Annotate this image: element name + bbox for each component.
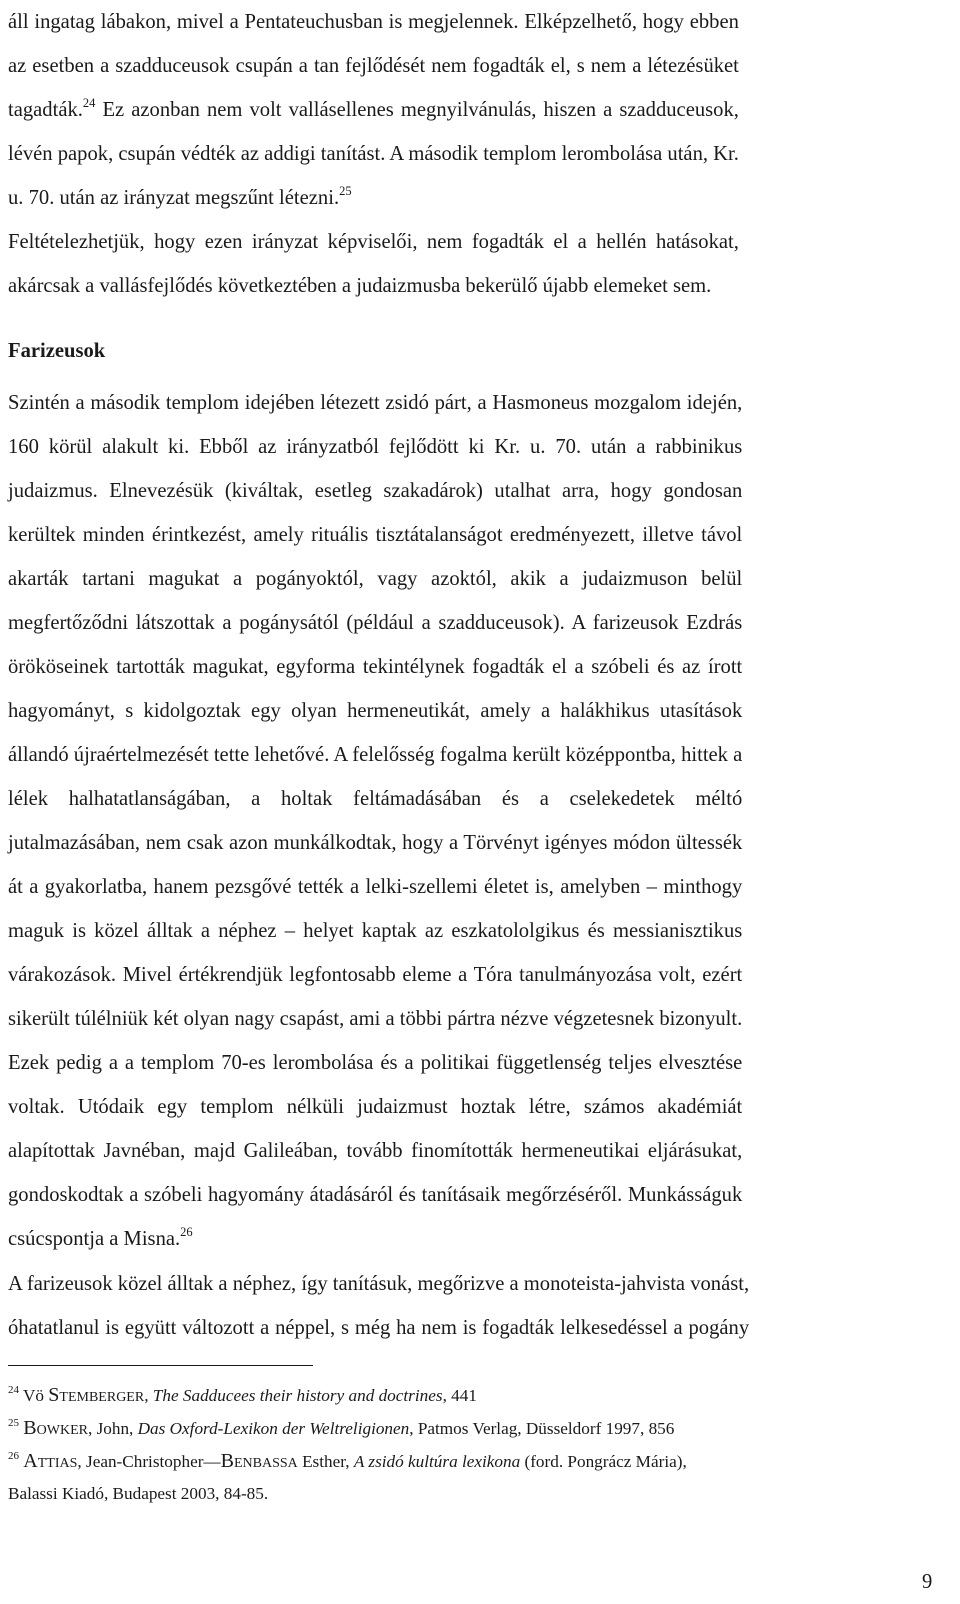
work-title: Das Oxford-Lexikon der Weltreligionen [137,1419,410,1438]
footnote-ref-25[interactable]: 25 [339,184,352,198]
author-smallcaps: OWKER [36,1423,88,1438]
text-line: kerültek minden érintkezést, amely rituális tisztátalanságot eredményezett, illetve távol [8,524,743,546]
text-line: az esetben a szadduceusok csupán a tan fejlődését nem fogadták el, s nem a létezésüket [8,55,739,77]
author-initial: B [23,1417,37,1439]
author-smallcaps: TTIAS [37,1456,78,1471]
text-line: lélek halhatatlanságában, a holtak feltámadásában és a cselekedetek méltó [8,788,743,810]
text-fragment: u. 70. után az irányzat megszűnt létezni. [8,187,340,209]
footnote-text: , 441 [442,1386,477,1405]
text-fragment: tagadták. [8,99,83,121]
text-line: át a gyakorlatba, hanem pezsgővé tették a lelki-szellemi életet is, amelyben – minthogy [8,876,743,898]
footnote-text: , Patmos Verlag, Düsseldorf 1997, 856 [409,1419,675,1438]
footnote-26-continued: Balassi Kiadó, Budapest 2003, 84-85. [8,1484,269,1503]
text-line: várakozások. Mivel értékrendjük legfontosabb eleme a Tóra tanulmányozása volt, ezért [8,964,743,986]
page-number: 9 [922,1571,933,1593]
footnote-number: 24 [8,1384,19,1396]
text-line: Ezek pedig a a templom 70-es lerombolása és a politikai függetlenség teljes elvesztése [8,1052,743,1074]
text-line: óhatatlanul is együtt változott a néppel, s még ha nem is fogadták lelkesedéssel a pogány [8,1317,750,1339]
author-initial: S [48,1384,60,1406]
footnote-text: Vö [19,1386,49,1405]
footnote-separator [8,1365,313,1366]
author-initial: B [220,1450,234,1472]
work-title: The Sadducees their history and doctrines [152,1386,443,1405]
text-line: lévén papok, csupán védték az addigi tanítást. A második templom lerombolása után, Kr. [8,143,739,165]
text-line: akárcsak a vallásfejlődés következtében a judaizmusba bekerülő újabb elemeket sem. [8,275,712,297]
footnote-number: 26 [8,1450,19,1462]
text-fragment: csúcspontja a Misna. [8,1228,181,1250]
text-line: Feltételezhetjük, hogy ezen irányzat képviselői, nem fogadták el a hellén hatásokat, [8,231,739,253]
text-line: maguk is közel álltak a néphez – helyet kaptak az eszkatololgikus és messianisztikus [8,920,743,942]
text-line: megfertőződni látszottak a pogánysától (például a szadduceusok). A farizeusok Ezdrás [8,612,743,634]
footnotes [8,1380,934,1509]
text-line: gondoskodtak a szóbeli hagyomány átadásáról és tanításaik megőrzéséről. Munkásságuk [8,1184,743,1206]
footnote-ref-24[interactable]: 24 [82,96,96,110]
text-line: A farizeusok közel álltak a néphez, így tanításuk, megőrizve a monoteista-jahvista vonást, [8,1273,750,1295]
footnote-text: , [144,1386,153,1405]
text-line: alapítottak Javnéban, majd Galileában, tovább finomították hermeneutikai eljárásukat, [8,1140,743,1162]
text-line [8,176,739,220]
author-smallcaps: TEMBERGER [59,1390,145,1405]
footnote-text: , John, [87,1419,138,1438]
paragraph-sadducees-end [8,0,739,308]
text-line: Szintén a második templom idejében létezett zsidó párt, a Hasmoneus mozgalom idején, [8,392,743,414]
footnote-25 [8,1413,934,1446]
text-line: 160 körül alakult ki. Ebből az irányzatból fejlődött ki Kr. u. 70. után a rabbinikus [8,436,743,458]
paragraph-pharisees [8,381,742,1261]
author-smallcaps: ENBASSA [233,1456,298,1471]
footnote-26 [8,1446,934,1479]
text-line: judaizmus. Elnevezésük (kiváltak, esetleg szakadárok) utalhat arra, hogy gondosan [8,480,743,502]
text-fragment: Ez azonban nem volt vallásellenes megnyilvánulás, hiszen a szadduceusok, [95,99,739,121]
text-line: állandó újraértelmezését tette lehetővé. A felelősség fogalma került középpontba, hittek a [8,744,743,766]
text-line: jutalmazásában, nem csak azon munkálkodtak, hogy a Törvényt igényes módon ültessék [8,832,743,854]
text-line [8,88,739,132]
author-initial: A [23,1450,38,1472]
text-line [8,1217,742,1261]
footnote-text: (ford. Pongrácz Mária), [520,1452,687,1471]
text-line: voltak. Utódaik egy templom nélküli judaizmust hoztak létre, számos akadémiát [8,1096,743,1118]
footnote-text: , Jean-Christopher— [77,1452,221,1471]
footnote-24 [8,1380,934,1413]
text-line: örököseinek tartották magukat, egyforma tekintélynek fogadták el a szóbeli és az írott [8,656,743,678]
text-line: akarták tartani magukat a pogányoktól, vagy azoktól, akik a judaizmuson belül [8,568,743,590]
text-line: áll ingatag lábakon, mivel a Pentateuchusban is megjelennek. Elképzelhető, hogy ebben [8,11,739,33]
footnote-ref-26[interactable]: 26 [180,1225,193,1239]
footnote-text: Esther, [297,1452,354,1471]
text-line: hagyományt, s kidolgoztak egy olyan hermeneutikát, amely a halákhikus utasítások [8,700,743,722]
work-title: A zsidó kultúra lexikona [353,1452,521,1471]
section-heading: Farizeusok [8,340,106,362]
text-line: sikerült túlélniük két olyan nagy csapást, ami a többi pártra nézve végzetesnek bizonyult. [8,1008,743,1030]
paragraph-pharisees-continued [8,1262,749,1350]
footnote-number: 25 [8,1417,19,1429]
